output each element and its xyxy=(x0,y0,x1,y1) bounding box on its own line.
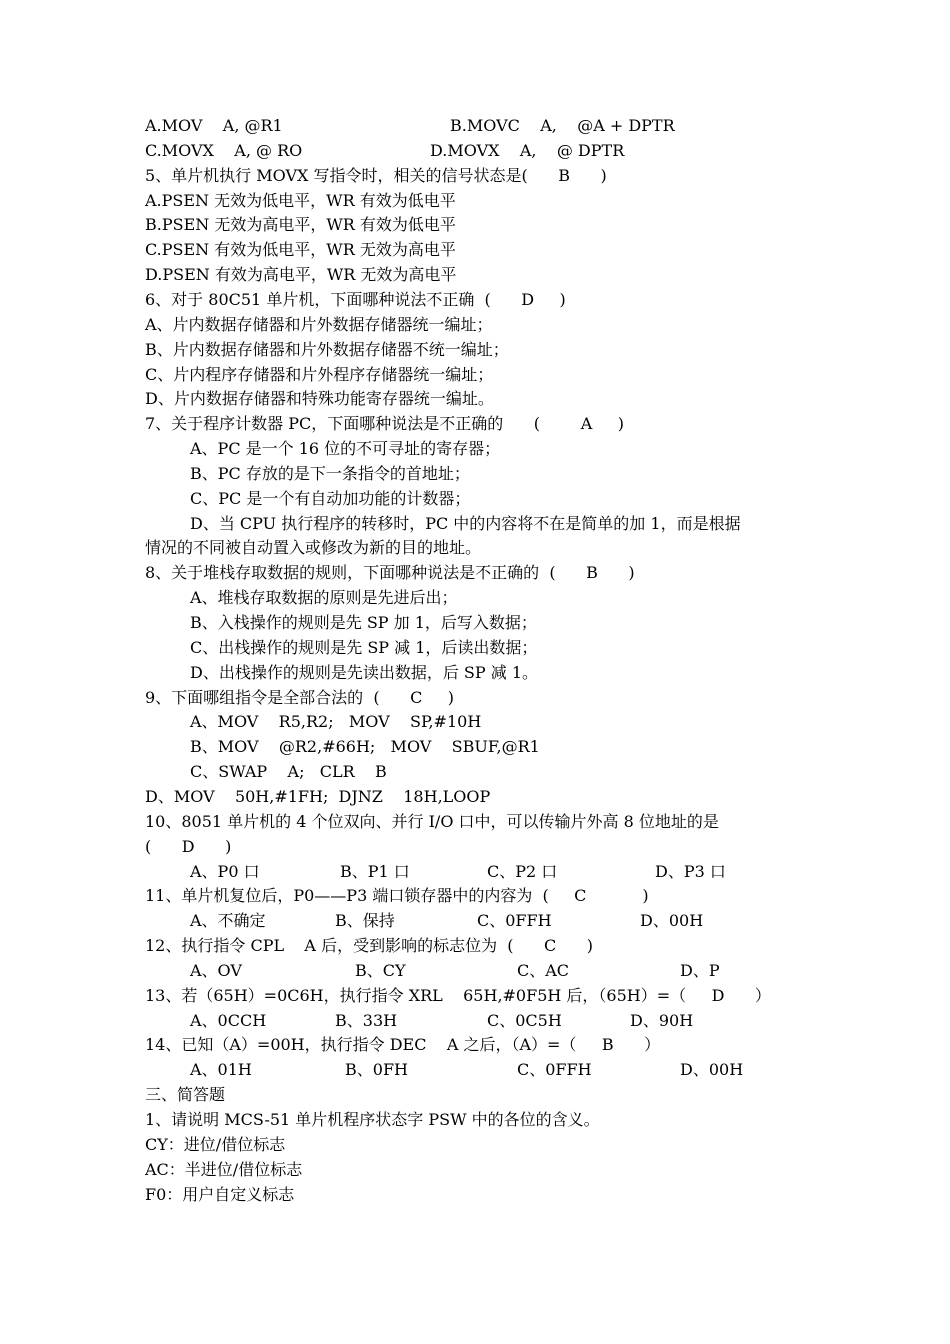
text-line: D、当 CPU 执行程序的转移时，PC 中的内容将不在是简单的加 1，而是根据 xyxy=(190,513,741,533)
text-line: 三、简答题 xyxy=(145,1085,226,1105)
text-line: 14、已知（A）=00H，执行指令 DEC A 之后，（A）=（ B ） xyxy=(145,1035,661,1055)
option-text: A、OV xyxy=(190,960,242,980)
option-text: A、P0 口 xyxy=(190,861,260,881)
option-text: B、保持 xyxy=(335,911,395,931)
text-line: B.PSEN 无效为高电平，WR 有效为低电平 xyxy=(145,215,456,235)
option-text: D、P xyxy=(680,960,720,980)
option-text: B、0FH xyxy=(345,1060,408,1080)
option-text: A、01H xyxy=(190,1060,252,1080)
text-line: C、SWAP A; CLR B xyxy=(190,762,387,782)
option-text: D.MOVX A, @ DPTR xyxy=(430,140,625,160)
text-line: 7、关于程序计数器 PC，下面哪种说法是不正确的 ( A ) xyxy=(145,414,624,434)
text-line: B、MOV @R2,#66H; MOV SBUF,@R1 xyxy=(190,737,540,757)
text-line: C.PSEN 有效为低电平，WR 无效为高电平 xyxy=(145,240,456,260)
text-line: 9、下面哪组指令是全部合法的 ( C ) xyxy=(145,687,455,707)
text-line: A、堆栈存取数据的原则是先进后出； xyxy=(190,588,458,608)
text-line: 8、关于堆栈存取数据的规则，下面哪种说法是不正确的 ( B ) xyxy=(145,563,635,583)
text-line: A、片内数据存储器和片外数据存储器统一编址； xyxy=(145,314,493,334)
option-text: D、00H xyxy=(680,1060,744,1080)
option-text: B.MOVC A, @A + DPTR xyxy=(450,116,675,135)
text-line: 10、8051 单片机的 4 个位双向、并行 I/O 口中，可以传输片外高 8 位地址的是 xyxy=(145,811,719,831)
text-line: B、入栈操作的规则是先 SP 加 1，后写入数据； xyxy=(190,613,537,632)
text-line: B、片内数据存储器和片外数据存储器不统一编址； xyxy=(145,339,509,359)
text-line: 情况的不同被自动置入或修改为新的目的地址。 xyxy=(145,538,482,558)
text-line: A、PC 是一个 16 位的不可寻址的寄存器； xyxy=(190,439,501,459)
text-line: F0：用户自定义标志 xyxy=(145,1184,295,1204)
text-line: CY：进位/借位标志 xyxy=(145,1134,286,1154)
option-text: A.MOV A, @R1 xyxy=(145,116,283,135)
text-line: 12、执行指令 CPL A 后，受到影响的标志位为 ( C ) xyxy=(145,936,593,956)
text-line: AC：半进位/借位标志 xyxy=(145,1159,303,1179)
option-text: B、P1 口 xyxy=(340,861,410,881)
option-text: C、0FFH xyxy=(477,911,552,931)
text-line: C、出栈操作的规则是先 SP 减 1，后读出数据； xyxy=(190,637,538,657)
option-text: B、CY xyxy=(355,960,406,980)
text-line: C、片内程序存储器和片外程序存储器统一编址； xyxy=(145,364,494,384)
text-line: D、MOV 50H,#1FH; DJNZ 18H,LOOP xyxy=(145,786,491,806)
option-text: D、00H xyxy=(640,911,704,931)
text-line: D.PSEN 有效为高电平，WR 无效为高电平 xyxy=(145,265,457,285)
option-text: A、0CCH xyxy=(190,1010,267,1030)
text-line: 1、请说明 MCS-51 单片机程序状态字 PSW 中的各位的含义。 xyxy=(145,1110,600,1129)
option-text: C、0FFH xyxy=(517,1060,592,1080)
text-line: A.PSEN 无效为低电平，WR 有效为低电平 xyxy=(145,190,456,210)
text-line: D、片内数据存储器和特殊功能寄存器统一编址。 xyxy=(145,389,494,409)
option-text: C、P2 口 xyxy=(487,861,558,881)
option-text: C、AC xyxy=(517,960,570,980)
option-text: C.MOVX A, @ RO xyxy=(145,140,303,160)
text-line: B、PC 存放的是下一条指令的首地址； xyxy=(190,463,470,483)
option-text: D、90H xyxy=(630,1010,694,1030)
text-line: ( D ) xyxy=(145,836,232,856)
option-text: B、33H xyxy=(335,1010,398,1030)
text-line: D、出栈操作的规则是先读出数据，后 SP 减 1。 xyxy=(190,662,538,682)
text-line: 5、单片机执行 MOVX 写指令时，相关的信号状态是( B ) xyxy=(145,165,607,185)
text-line: C、PC 是一个有自动加功能的计数器； xyxy=(190,488,471,508)
text-line: 11、单片机复位后，P0——P3 端口锁存器中的内容为 ( C ) xyxy=(145,886,649,906)
text-line: 13、若（65H）=0C6H，执行指令 XRL 65H,#0F5H 后，（65H）=（ D ） xyxy=(145,985,771,1005)
text-line: 6、对于 80C51 单片机，下面哪种说法不正确 ( D ) xyxy=(145,289,566,309)
text-line: A、MOV R5,R2; MOV SP,#10H xyxy=(190,712,482,732)
option-text: C、0C5H xyxy=(487,1010,562,1030)
option-text: A、不确定 xyxy=(190,911,266,931)
option-text: D、P3 口 xyxy=(655,861,726,881)
